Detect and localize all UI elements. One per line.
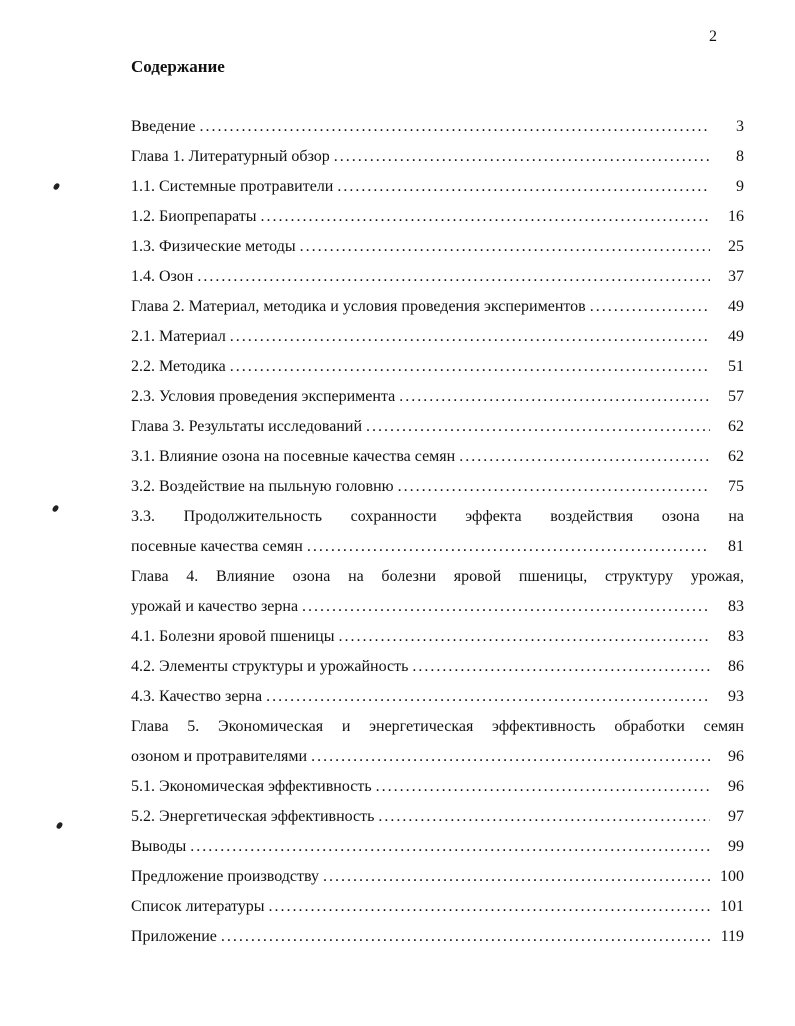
toc-entry-1-3[interactable] <box>131 232 744 262</box>
toc-entry-page: 83 <box>728 628 744 645</box>
toc-entry-title-line2: посевные качества семян <box>131 538 303 555</box>
toc-entry-title-line2: озоном и протравителями <box>131 748 308 765</box>
page-number: 2 <box>709 28 717 45</box>
toc-entry-3-3[interactable] <box>131 502 744 562</box>
dot-leader <box>221 922 710 952</box>
toc-entry-page: 49 <box>728 328 744 345</box>
toc-entry-page: 100 <box>720 868 744 885</box>
toc-entry-page: 83 <box>728 598 744 615</box>
toc-entry-title: 2.2. Методика <box>131 358 226 375</box>
toc-entry-page: 86 <box>728 658 744 675</box>
toc-entry-4-1[interactable] <box>131 622 744 652</box>
toc-entry-2-3[interactable] <box>131 382 744 412</box>
dot-leader <box>307 532 710 562</box>
dot-leader <box>366 412 710 442</box>
dot-leader <box>266 682 710 712</box>
toc-entry-title-line1: Глава 5. Экономическая и энергетическая эффективность обработки семян <box>131 718 744 735</box>
toc-entry-chapter-1[interactable] <box>131 142 744 172</box>
toc-entry-references[interactable] <box>131 892 744 922</box>
toc-entry-appendix[interactable] <box>131 922 744 952</box>
toc-entry-page: 96 <box>728 778 744 795</box>
toc-entry-title: 4.1. Болезни яровой пшеницы <box>131 628 335 645</box>
dot-leader <box>334 142 710 172</box>
toc-entry-4-3[interactable] <box>131 682 744 712</box>
toc-entry-page: 62 <box>728 448 744 465</box>
dot-leader <box>311 742 710 772</box>
toc-entry-chapter-4[interactable] <box>131 562 744 622</box>
toc-entry-4-2[interactable] <box>131 652 744 682</box>
toc-entry-page: 25 <box>728 238 744 255</box>
toc-entry-title: 2.3. Условия проведения эксперимента <box>131 388 396 405</box>
toc-entry-title: Список литературы <box>131 898 265 915</box>
toc-entry-page: 37 <box>728 268 744 285</box>
toc-entry-title: 2.1. Материал <box>131 328 226 345</box>
toc-entry-page: 16 <box>728 208 744 225</box>
dot-leader <box>197 262 710 292</box>
toc-entry-title: 4.3. Качество зерна <box>131 688 263 705</box>
dot-leader <box>590 292 710 322</box>
toc-entry-title-line1: Глава 4. Влияние озона на болезни яровой пшеницы, структуру урожая, <box>131 568 744 585</box>
toc-entry-title: 1.2. Биопрепараты <box>131 208 257 225</box>
toc-entry-page: 119 <box>720 928 744 945</box>
dot-leader <box>378 802 710 832</box>
toc-entry-title: 5.2. Энергетическая эффективность <box>131 808 375 825</box>
toc-entry-page: 62 <box>728 418 744 435</box>
dot-leader <box>399 382 710 412</box>
toc-entry-page: 101 <box>720 898 744 915</box>
toc-entry-1-4[interactable] <box>131 262 744 292</box>
toc-entry-page: 75 <box>728 478 744 495</box>
dot-leader <box>190 832 710 862</box>
toc-entry-page: 3 <box>736 118 744 135</box>
dot-leader <box>200 112 711 142</box>
toc-entry-title: 1.4. Озон <box>131 268 194 285</box>
toc-entry-page: 8 <box>736 148 744 165</box>
dot-leader <box>339 622 711 652</box>
table-of-contents <box>131 112 744 952</box>
toc-entry-title: 5.1. Экономическая эффективность <box>131 778 372 795</box>
toc-entry-conclusions[interactable] <box>131 832 744 862</box>
dot-leader <box>323 862 710 892</box>
dot-leader <box>230 322 710 352</box>
toc-entry-title: Глава 2. Материал, методика и условия проведения экспериментов <box>131 298 586 315</box>
toc-entry-page: 93 <box>728 688 744 705</box>
toc-entry-page: 96 <box>728 748 744 765</box>
toc-entry-proposal[interactable] <box>131 862 744 892</box>
toc-entry-page: 9 <box>736 178 744 195</box>
toc-entry-5-2[interactable] <box>131 802 744 832</box>
toc-entry-page: 51 <box>728 358 744 375</box>
scan-speck <box>53 182 61 191</box>
toc-entry-page: 49 <box>728 298 744 315</box>
scan-speck <box>56 821 64 830</box>
toc-entry-chapter-2[interactable] <box>131 292 744 322</box>
toc-entry-page: 99 <box>728 838 744 855</box>
dot-leader <box>261 202 710 232</box>
toc-entry-introduction[interactable] <box>131 112 744 142</box>
dot-leader <box>300 232 710 262</box>
toc-entry-title-line2: урожай и качество зерна <box>131 598 299 615</box>
toc-entry-1-1[interactable] <box>131 172 744 202</box>
toc-entry-title: 1.3. Физические методы <box>131 238 296 255</box>
toc-entry-title: Глава 3. Результаты исследований <box>131 418 363 435</box>
toc-entry-2-2[interactable] <box>131 352 744 382</box>
toc-heading: Содержание <box>131 57 225 76</box>
toc-entry-chapter-5[interactable] <box>131 712 744 772</box>
toc-entry-page: 97 <box>728 808 744 825</box>
toc-entry-title: 4.2. Элементы структуры и урожайность <box>131 658 409 675</box>
toc-entry-2-1[interactable] <box>131 322 744 352</box>
toc-entry-page: 81 <box>728 538 744 555</box>
scan-speck <box>52 504 60 513</box>
dot-leader <box>337 172 710 202</box>
toc-entry-chapter-3[interactable] <box>131 412 744 442</box>
toc-entry-title: Приложение <box>131 928 217 945</box>
dot-leader <box>230 352 710 382</box>
dot-leader <box>302 592 710 622</box>
toc-entry-title: Предложение производству <box>131 868 320 885</box>
toc-entry-3-1[interactable] <box>131 442 744 472</box>
dot-leader <box>459 442 710 472</box>
toc-entry-title: 1.1. Системные протравители <box>131 178 334 195</box>
dot-leader <box>269 892 710 922</box>
dot-leader <box>376 772 710 802</box>
toc-entry-title: Введение <box>131 118 196 135</box>
dot-leader <box>398 472 710 502</box>
toc-entry-5-1[interactable] <box>131 772 744 802</box>
toc-entry-title: Глава 1. Литературный обзор <box>131 148 330 165</box>
toc-entry-title-line1: 3.3. Продолжительность сохранности эффекта воздействия озона на <box>131 508 744 525</box>
toc-entry-title: Выводы <box>131 838 187 855</box>
toc-entry-3-2[interactable] <box>131 472 744 502</box>
dot-leader <box>412 652 710 682</box>
toc-entry-title: 3.1. Влияние озона на посевные качества семян <box>131 448 456 465</box>
toc-entry-title: 3.2. Воздействие на пыльную головню <box>131 478 394 495</box>
toc-entry-1-2[interactable] <box>131 202 744 232</box>
toc-entry-page: 57 <box>728 388 744 405</box>
